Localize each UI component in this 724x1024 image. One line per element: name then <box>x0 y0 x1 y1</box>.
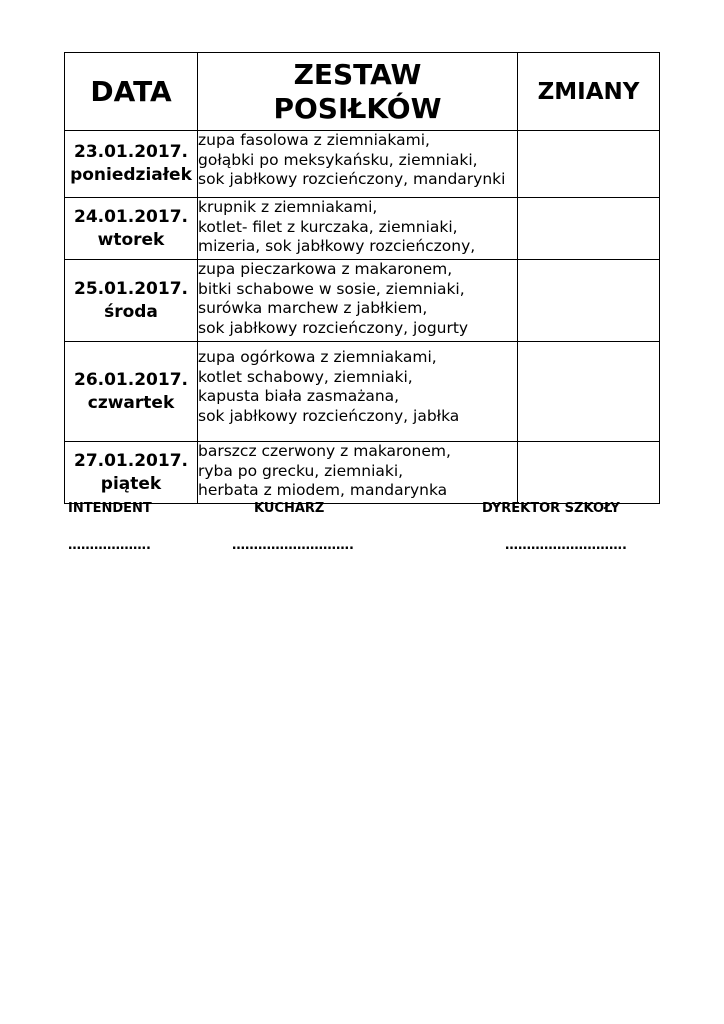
day-name: środa <box>104 301 158 322</box>
changes-cell <box>518 442 660 504</box>
meal-item: zupa fasolowa z ziemniakami, <box>198 131 430 149</box>
meal-item: sok jabłkowy rozcieńczony, jabłka <box>198 406 460 425</box>
intendent-signature-line: ………………. <box>68 538 151 553</box>
table-row <box>65 198 660 260</box>
date-value: 27.01.2017. <box>73 450 188 471</box>
date-cell <box>65 131 198 198</box>
changes-cell <box>518 342 660 442</box>
header-meals-line1: ZESTAW <box>293 57 422 91</box>
date-value: 26.01.2017. <box>73 369 188 390</box>
meal-item: surówka marchew z jabłkiem, <box>198 299 428 317</box>
header-changes: ZMIANY <box>518 53 660 131</box>
meal-item: sok jabłkowy rozcieńczony, jogurty <box>198 318 469 337</box>
meal-item: mizeria, sok jabłkowy rozcieńczony, <box>198 237 476 255</box>
meal-item: gołąbki po meksykańsku, ziemniaki, <box>198 150 478 169</box>
date-value: 23.01.2017. <box>73 142 188 162</box>
meal-item: zupa pieczarkowa z makaronem, <box>198 260 453 278</box>
header-row <box>65 53 660 131</box>
meals-cell <box>198 260 518 342</box>
changes-cell <box>518 260 660 342</box>
meal-item: herbata z miodem, mandarynka <box>198 481 448 499</box>
kucharz-signature-line: ………………………. <box>232 538 354 553</box>
date-value: 24.01.2017. <box>73 206 188 227</box>
day-name: poniedziałek <box>70 165 192 185</box>
table-row <box>65 442 660 504</box>
meals-cell <box>198 131 518 198</box>
meal-item: bitki schabowe w sosie, ziemniaki, <box>198 279 465 298</box>
meals-cell <box>198 442 518 504</box>
meal-item: ryba po grecku, ziemniaki, <box>198 461 404 480</box>
day-name: czwartek <box>87 392 175 413</box>
table-row <box>65 342 660 442</box>
day-name: wtorek <box>97 229 165 250</box>
header-meals <box>198 53 518 131</box>
day-name: piątek <box>100 473 162 494</box>
date-cell <box>65 342 198 442</box>
intendent-label: INTENDENT <box>68 501 152 516</box>
meal-item: kotlet- filet z kurczaka, ziemniaki, <box>198 217 458 236</box>
meal-item: sok jabłkowy rozcieńczony, mandarynki <box>198 170 506 188</box>
table-row <box>65 260 660 342</box>
table-row <box>65 131 660 198</box>
changes-cell <box>518 131 660 198</box>
changes-cell <box>518 198 660 260</box>
date-value: 25.01.2017. <box>73 278 188 299</box>
meal-item: barszcz czerwony z makaronem, <box>198 442 451 460</box>
header-meals-line2: POSIŁKÓW <box>273 91 442 125</box>
meal-item: kapusta biała zasmażana, <box>198 387 400 405</box>
dyrektor-label: DYREKTOR SZKOŁY <box>482 501 620 516</box>
meal-item: zupa ogórkowa z ziemniakami, <box>198 348 437 366</box>
meals-cell <box>198 342 518 442</box>
meal-item: kotlet schabowy, ziemniaki, <box>198 367 413 386</box>
dyrektor-signature-line: ………………………. <box>505 538 627 553</box>
header-date: DATA <box>65 53 198 131</box>
meal-item: krupnik z ziemniakami, <box>198 198 378 216</box>
date-cell <box>65 442 198 504</box>
date-cell <box>65 260 198 342</box>
meals-cell <box>198 198 518 260</box>
kucharz-label: KUCHARZ <box>254 501 325 516</box>
date-cell <box>65 198 198 260</box>
menu-table <box>64 52 660 504</box>
